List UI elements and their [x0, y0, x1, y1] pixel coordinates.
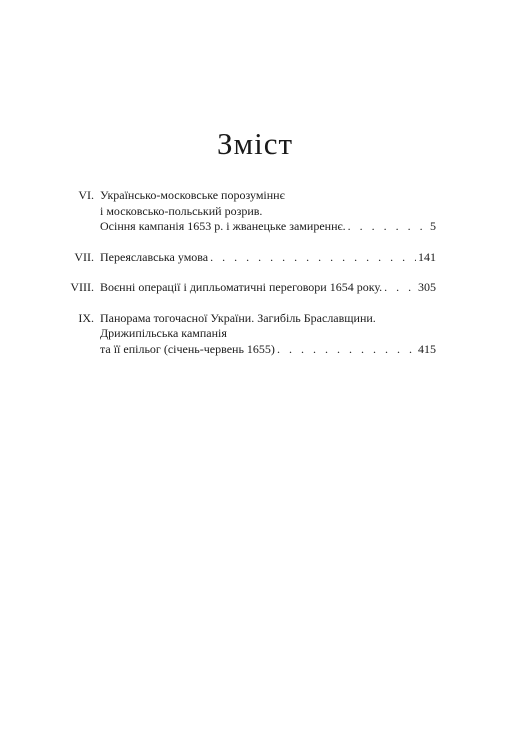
chapter-number: VI.	[78, 188, 94, 202]
dot-leader	[348, 219, 428, 235]
chapter-title-block	[100, 250, 436, 266]
page-number: 305	[418, 280, 436, 294]
chapter-title-text: і московсько-польський розрив.	[100, 203, 263, 218]
chapter-title-line	[100, 188, 436, 204]
dot-leader	[277, 342, 416, 358]
toc-entry-vii[interactable]	[62, 250, 436, 266]
chapter-title-line	[100, 311, 436, 327]
chapter-title-block	[100, 311, 436, 358]
page-number: 141	[418, 249, 436, 264]
chapter-title-text: Осіння кампанія 1653 р. і жванецьке замиреннє.	[100, 219, 346, 233]
chapter-title-line	[100, 326, 436, 342]
chapter-title-text: Воєнні операції і дипльоматичні переговори 1654 року.	[100, 280, 383, 294]
dot-leader	[210, 250, 416, 266]
chapter-number: VII.	[74, 249, 94, 264]
chapter-title-line	[100, 342, 436, 358]
toc-entry-vi[interactable]	[62, 188, 436, 235]
page-title: Зміст	[216, 126, 294, 161]
chapter-title-block	[100, 280, 436, 296]
chapter-title-text: Переяславська умова	[100, 249, 209, 264]
chapter-title-block	[100, 188, 436, 235]
toc-entry-ix[interactable]	[62, 311, 436, 358]
toc-entry-viii[interactable]	[62, 280, 436, 296]
chapter-title-line	[100, 219, 436, 235]
chapter-number: IX.	[78, 310, 94, 325]
chapter-title-line	[100, 204, 436, 220]
chapter-title-text: Українсько-московське порозуміннє	[100, 188, 285, 202]
chapter-title-text: Панорама тогочасної України. Загибіль Браславщини.	[100, 310, 376, 325]
page-number: 415	[418, 341, 436, 356]
table-of-contents	[62, 188, 436, 372]
chapter-title-text: та її епільог (січень-червень 1655)	[100, 341, 275, 356]
chapter-title-text: Дрижипільська кампанія	[100, 326, 227, 340]
chapter-title-line	[100, 280, 436, 296]
dot-leader	[384, 280, 416, 296]
chapter-title-line	[100, 250, 436, 266]
chapter-number: VIII.	[70, 280, 94, 294]
page-number: 5	[430, 219, 436, 233]
